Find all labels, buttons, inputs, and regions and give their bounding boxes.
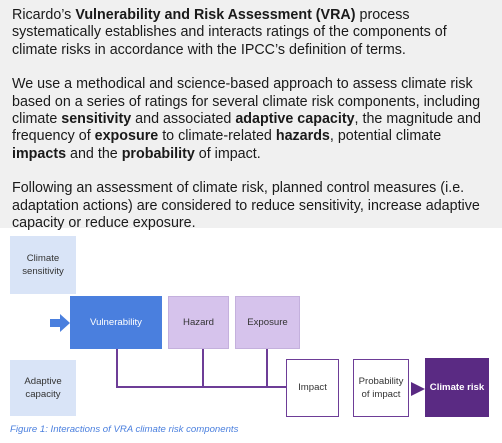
intro-paragraph-1 <box>12 7 490 59</box>
adaptive-capacity-label: Adaptive capacity <box>24 375 62 400</box>
hazard-box <box>168 296 229 349</box>
arrow-right-icon <box>411 382 425 396</box>
impact-box <box>286 359 339 417</box>
bold-term: Vulnerability and Risk Assessment (VRA) <box>75 7 356 23</box>
text-run: Ricardo’s <box>12 7 76 23</box>
connector-hazard-exposure <box>202 348 204 388</box>
exposure-box <box>235 296 300 349</box>
probability-of-impact-label: Probability of impact <box>358 375 404 400</box>
text-run: process systematically establishes and interacts ratings of the components of climate risks in accordance with the IPCC’s definition of terms. <box>12 7 447 58</box>
bold-term: sensitivity <box>61 111 132 128</box>
vulnerability-box <box>70 296 162 349</box>
impact-label: Impact <box>298 382 327 394</box>
figure-caption: Figure 1: Interactions of VRA climate risk components <box>10 424 239 435</box>
intro-paragraph-3 <box>12 180 490 232</box>
text-run: and the <box>66 145 122 162</box>
bold-term: exposure <box>94 128 159 145</box>
text-run: of impact. <box>194 145 261 162</box>
text-run: and associated <box>131 111 236 128</box>
adaptive-capacity-box <box>10 360 76 416</box>
bold-term: hazards <box>275 128 330 145</box>
bold-term: adaptive capacity <box>235 111 355 128</box>
connector-vulnerability-impact <box>116 348 118 388</box>
exposure-label: Exposure <box>247 316 288 328</box>
bold-term: probability <box>121 145 195 162</box>
text-run: , the magnitude and frequency of <box>12 111 481 145</box>
text-run: , potential climate <box>329 128 442 145</box>
text-run: Following an assessment of climate risk, planned control measures (i.e. adaptation actions) are considered to reduce sensitivity, increase adaptive capacity or reduce exposure. <box>12 180 480 232</box>
connector-exposure-impact <box>266 348 268 388</box>
arrow-right-icon <box>50 314 70 332</box>
bold-term: impacts <box>12 145 67 162</box>
probability-of-impact-box <box>353 359 409 417</box>
climate-sensitivity-label: Climate sensitivity <box>22 252 64 277</box>
vulnerability-label: Vulnerability <box>90 316 142 328</box>
hazard-label: Hazard <box>183 316 214 328</box>
climate-sensitivity-box <box>10 236 76 294</box>
intro-paragraph-2 <box>12 76 490 163</box>
text-run: We use a methodical and science-based approach to assess climate risk based on a series of ratings for several climate risk components, including climate <box>12 76 481 128</box>
text-run: to climate-related <box>158 128 276 145</box>
climate-risk-box <box>425 358 489 417</box>
climate-risk-label: Climate risk <box>429 381 485 393</box>
